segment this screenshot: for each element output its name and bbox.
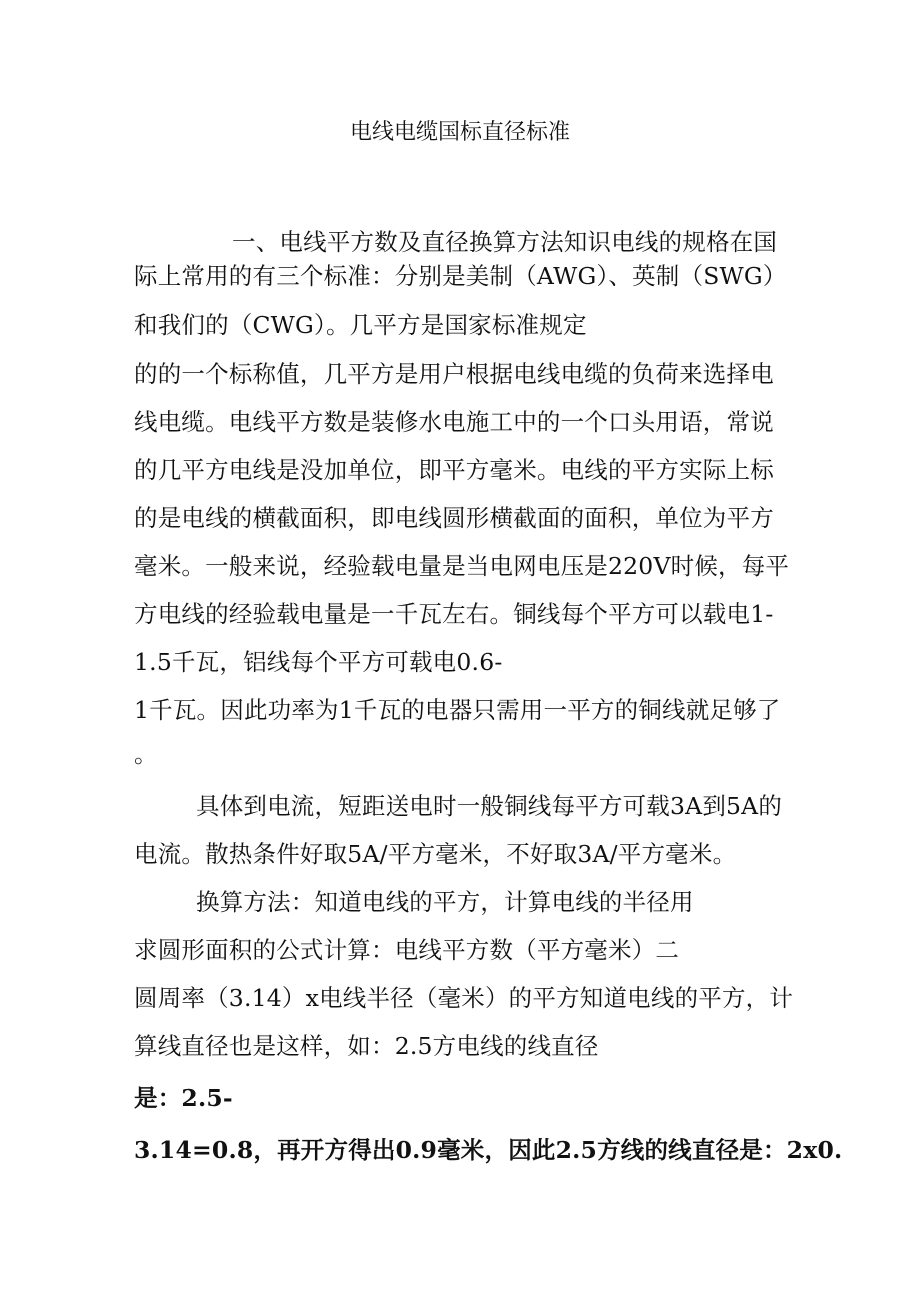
paragraph-line-18: 算线直径也是这样，如：2.5方电线的线直径 [134, 1032, 599, 1060]
paragraph-line-17: 圆周率（3.14）x电线半径（毫米）的平方知道电线的平方，计 [134, 984, 794, 1012]
paragraph-line-3: 和我们的（CWG）。几平方是国家标准规定 [134, 311, 587, 339]
document-title: 电线电缆国标直径标准 [349, 120, 570, 145]
paragraph-line-5: 线电缆。电线平方数是装修水电施工中的一个口头用语，常说 [134, 408, 774, 436]
paragraph-line-12: 。 [134, 740, 158, 768]
paragraph-line-1: 一、电线平方数及直径换算方法知识电线的规格在国 [232, 228, 778, 256]
paragraph-line-14: 电流。散热条件好取5A/平方毫米，不好取3A/平方毫米。 [134, 840, 737, 868]
paragraph-line-11: 1千瓦。因此功率为1千瓦的电器只需用一平方的铜线就足够了 [134, 696, 781, 724]
paragraph-line-8: 毫米。一般来说，经验载电量是当电网电压是220V时候，每平 [134, 552, 790, 580]
paragraph-line-20: 3.14=0.8，再开方得出0.9毫米，因此2.5方线的线直径是：2x0. [134, 1136, 843, 1164]
paragraph-line-10: 1.5千瓦，铝线每个平方可载电0.6- [134, 648, 503, 676]
paragraph-line-9: 方电线的经验载电量是一千瓦左右。铜线每个平方可以载电1- [134, 600, 774, 628]
paragraph-line-7: 的是电线的横截面积，即电线圆形横截面的面积，单位为平方 [134, 504, 774, 532]
paragraph-line-6: 的几平方电线是没加单位，即平方毫米。电线的平方实际上标 [134, 456, 774, 484]
paragraph-line-2: 际上常用的有三个标准：分别是美制（AWG）、英制（SWG） [134, 262, 787, 290]
paragraph-line-15: 换算方法：知道电线的平方，计算电线的半径用 [196, 888, 694, 916]
paragraph-line-13: 具体到电流，短距送电时一般铜线每平方可载3A到5A的 [196, 792, 783, 820]
paragraph-line-16: 求圆形面积的公式计算：电线平方数（平方毫米）二 [134, 936, 680, 964]
paragraph-line-4: 的的一个标称值，几平方是用户根据电线电缆的负荷来选择电 [134, 360, 774, 388]
paragraph-line-19: 是：2.5- [134, 1084, 233, 1112]
